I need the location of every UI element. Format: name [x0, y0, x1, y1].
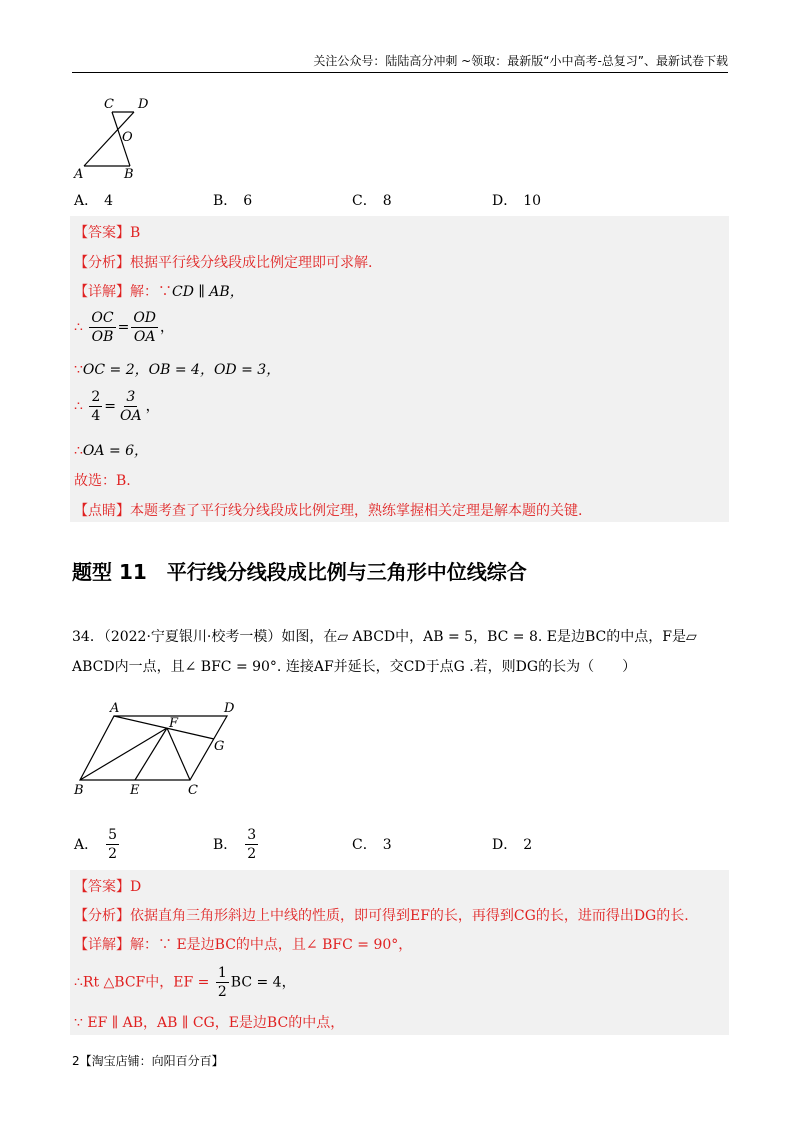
- label-f: F: [169, 716, 179, 731]
- analysis-line: 【分析】依据直角三角形斜边上中线的性质，即可得到EF的长，再得到CG的长，进而得出DG的长.: [74, 908, 689, 924]
- figure-cdoab: [72, 92, 162, 182]
- section-title: 题型 11 平行线分线段成比例与三角形中位线综合: [72, 560, 527, 584]
- rt-line: ∴Rt △BCF中，EF = $\frac{1}{2}$ BC = 4，: [74, 965, 296, 1000]
- q34-line1: 34．（2022·宁夏银川·校考一模）如图，在▱ ABCD中，AB = 5，BC = 8. E是边BC的中点，F是▱: [72, 629, 697, 645]
- answer-line: 【答案】D: [74, 879, 142, 895]
- answer-block-q33: [70, 216, 729, 522]
- option-d: D． 10: [492, 193, 542, 209]
- parallel-line: ∵ EF ∥ AB，AB ∥ CG，E是边BC的中点，: [74, 1015, 345, 1031]
- label-b: B: [124, 167, 134, 182]
- result-line: ∴OA = 6，: [74, 443, 149, 459]
- page-header: 关注公众号：陆陆高分冲刺 ~领取：最新版“小中高考-总复习”、最新试卷下载: [313, 54, 728, 68]
- label-d: D: [138, 97, 149, 112]
- detail-line: 【详解】解：∵ E是边BC的中点，且∠ BFC = 90°，: [74, 937, 413, 953]
- option-a: A． $\frac{5}{2}$: [74, 827, 118, 862]
- option-b: B． 6: [213, 193, 253, 209]
- label-c: C: [104, 97, 114, 112]
- page-footer: 2【淘宝店铺：向阳百分百】: [72, 1054, 224, 1068]
- label-a: A: [74, 167, 84, 182]
- option-a: A． 4: [74, 193, 114, 209]
- analysis-line: 【分析】根据平行线分线段成比例定理即可求解.: [74, 255, 373, 271]
- figure-parallelogram: [72, 698, 247, 800]
- label-b: B: [74, 783, 84, 798]
- label-a: A: [110, 701, 120, 716]
- label-g: G: [214, 739, 225, 754]
- given-line: ∵OC = 2，OB = 4，OD = 3，: [74, 362, 281, 378]
- option-c: C． 8: [352, 193, 392, 209]
- option-c: C． 3: [352, 837, 392, 853]
- label-o: O: [122, 130, 133, 145]
- ratio-line: ∴ $\frac{OC}{OB}$ = $\frac{OD}{OA}$ ，: [74, 310, 175, 345]
- detail-line: 【详解】解：∵CD ∥ AB，: [74, 284, 244, 300]
- choose-line: 故选：B.: [74, 473, 131, 489]
- option-d: D． 2: [492, 837, 533, 853]
- option-b: B． $\frac{3}{2}$: [213, 827, 257, 862]
- header-rule: [72, 72, 728, 73]
- label-d: D: [224, 701, 235, 716]
- q34-line2: ABCD内一点，且∠ BFC = 90°. 连接AF并延长，交CD于点G .若，则DG的长为（ ）: [72, 659, 637, 675]
- comment-line: 【点睛】本题考查了平行线分线段成比例定理，熟练掌握相关定理是解本题的关键.: [74, 503, 583, 519]
- substitute-line: ∴ $\frac{2}{4}$ = $\frac{3}{OA}$ ，: [74, 389, 160, 424]
- label-e: E: [130, 783, 140, 798]
- answer-block-q34: [70, 870, 729, 1035]
- answer-line: 【答案】B: [74, 225, 141, 241]
- label-c: C: [188, 783, 198, 798]
